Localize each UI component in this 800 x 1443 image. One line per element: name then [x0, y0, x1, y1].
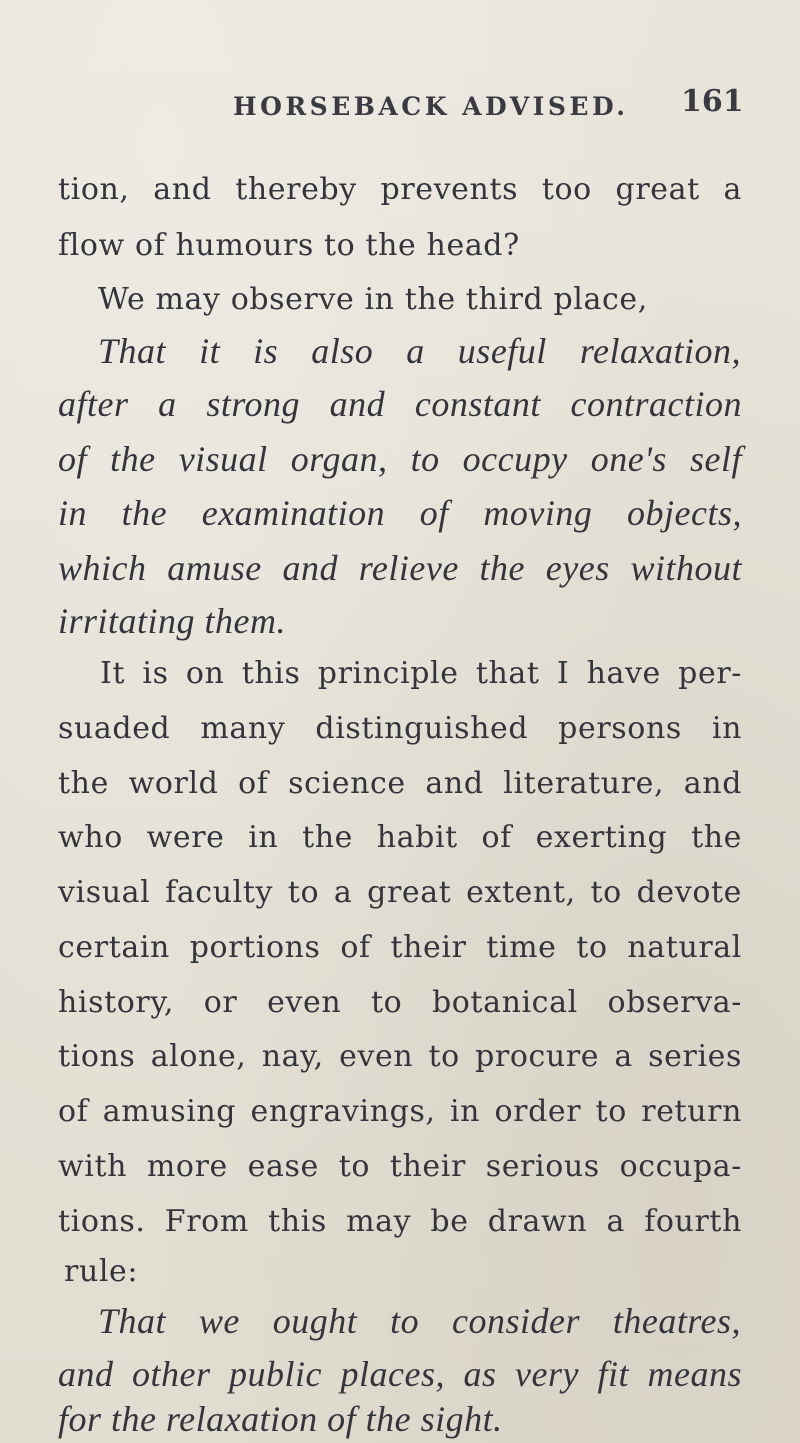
text-line-18: of amusing engravings, in order to return	[58, 1094, 742, 1130]
text-line-4: That it is also a useful relaxation,	[98, 330, 741, 371]
text-line-12: the world of science and literature, and	[58, 765, 742, 801]
running-title: HORSEBACK ADVISED.	[233, 92, 629, 121]
text-line-2: flow of humours to the head?	[58, 227, 520, 263]
text-line-10: It is on this principle that I have per-	[100, 656, 742, 692]
text-line-1: tion, and thereby prevents too great a	[58, 172, 742, 207]
text-line-6: of the visual organ, to occupy one's self	[58, 439, 742, 480]
text-line-9: irritating them.	[58, 601, 287, 642]
text-line-8: which amuse and relieve the eyes without	[58, 547, 742, 588]
text-line-14: visual faculty to a great extent, to devote	[58, 875, 742, 911]
text-line-22: That we ought to consider theatres,	[98, 1300, 741, 1341]
text-line-17: tions alone, nay, even to procure a series	[58, 1039, 742, 1075]
text-line-11: suaded many distinguished persons in	[58, 710, 742, 746]
text-line-13: who were in the habit of exerting the	[58, 820, 742, 856]
text-line-24: for the relaxation of the sight.	[58, 1398, 503, 1439]
text-line-15: certain portions of their time to natural	[58, 929, 742, 965]
text-line-19: with more ease to their serious occupa-	[58, 1148, 742, 1184]
text-line-16: history, or even to botanical observa-	[58, 984, 742, 1020]
text-line-21: rule:	[64, 1253, 139, 1289]
text-line-3: We may observe in the third place,	[98, 282, 648, 318]
text-line-5: after a strong and constant contraction	[58, 384, 742, 425]
page-number: 161	[681, 84, 744, 119]
text-line-23: and other public places, as very fit means	[58, 1354, 742, 1395]
text-line-20: tions. From this may be drawn a fourth	[58, 1203, 742, 1239]
text-line-7: in the examination of moving objects,	[58, 492, 742, 533]
